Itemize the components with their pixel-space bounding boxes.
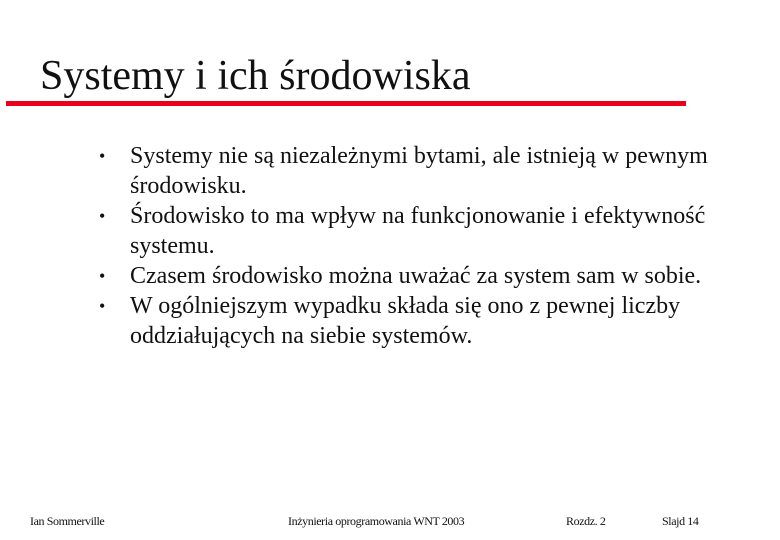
bullet-dot-icon: • <box>99 146 106 166</box>
bullet-dot-icon: • <box>99 266 106 286</box>
bullet-dot-icon: • <box>99 206 106 226</box>
footer-slide-number: Slajd 14 <box>662 514 699 528</box>
bullet-item <box>0 201 750 261</box>
title-underline <box>6 101 686 106</box>
slide-title: Systemy i ich środowiska <box>40 53 471 99</box>
bullet-item <box>0 291 750 351</box>
footer-chapter: Rozdz. 2 <box>566 514 606 528</box>
bullet-item <box>0 141 750 201</box>
footer-course: Inżynieria oprogramowania WNT 2003 <box>288 514 465 528</box>
footer-author: Ian Sommerville <box>30 514 105 528</box>
bullet-dot-icon: • <box>99 296 106 316</box>
bullet-list <box>0 141 780 351</box>
bullet-item <box>0 261 750 291</box>
bullet-text: Systemy nie są niezależnymi bytami, ale istnieją w pewnym środowisku. <box>130 143 708 199</box>
bullet-text: Czasem środowisko można uważać za system sam w sobie. <box>130 263 702 289</box>
bullet-text: Środowisko to ma wpływ na funkcjonowanie i efektywność systemu. <box>130 203 706 259</box>
bullet-text: W ogólniejszym wypadku składa się ono z pewnej liczby oddziałujących na siebie systemów. <box>130 293 681 349</box>
